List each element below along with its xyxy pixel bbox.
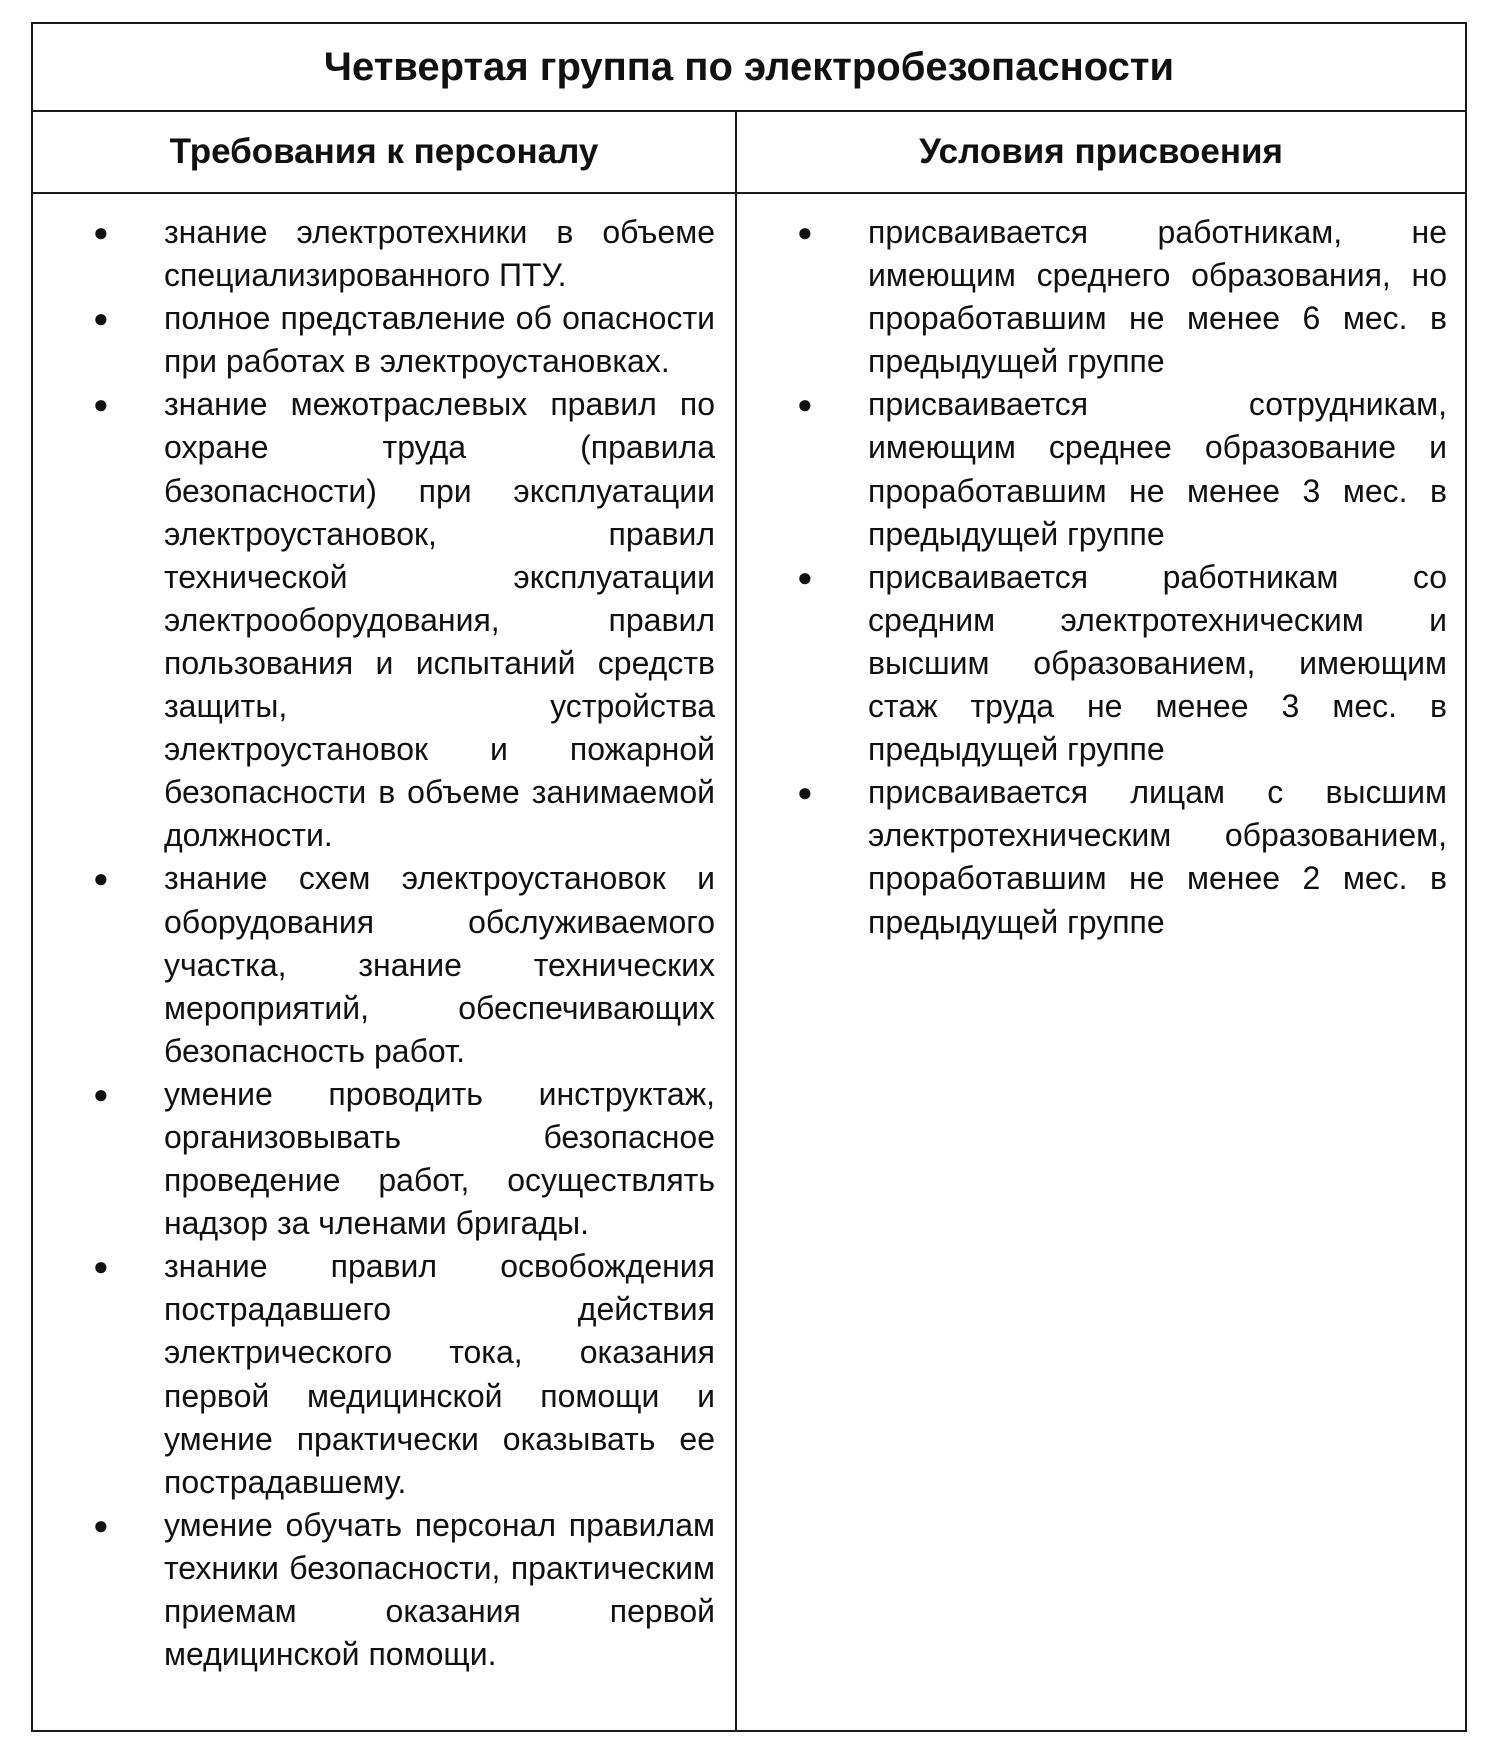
- table-header-row: [33, 112, 1465, 194]
- bullet-icon: ●: [93, 217, 109, 247]
- conditions-cell: [737, 194, 1465, 1730]
- requirement-item: [93, 1504, 715, 1676]
- requirement-text: умение проводить инструктаж, организовывать безопасное проведение работ, осуществлять надзор за членами бригады.: [164, 1075, 715, 1242]
- condition-text: присваивается сотрудникам, имеющим среднее образование и проработавшим не менее 3 мес. в предыдущей группе: [868, 386, 1447, 552]
- requirement-item: [93, 211, 715, 297]
- requirement-text: полное представление об опасности при работах в электроустановках.: [164, 300, 715, 380]
- bullet-icon: ●: [93, 1078, 109, 1109]
- bullet-icon: ●: [93, 1251, 109, 1282]
- requirement-text: знание межотраслевых правил по охране труда (правила безопасности) при эксплуатации электроустановок, правил технической эксплуатации электрооборудования, правил пользования и испытаний средств защиты, устройства электроустановок и пожарной безопасности в объеме занимаемой должности.: [164, 386, 715, 854]
- requirements-list: [93, 211, 715, 1676]
- condition-item: [797, 211, 1447, 383]
- requirement-text: знание правил освобождения пострадавшего действия электрического тока, оказания первой медицинской помощи и умение практически оказывать ее пострадавшему.: [164, 1248, 715, 1500]
- condition-text: присваивается лицам с высшим электротехническим образованием, проработавшим не менее 2 мес. в предыдущей группе: [868, 774, 1447, 940]
- bullet-icon: ●: [93, 303, 109, 334]
- requirement-text: знание схем электроустановок и оборудования обслуживаемого участка, знание технических мероприятий, обеспечивающих безопасность работ.: [164, 860, 715, 1069]
- bullet-icon: ●: [93, 1509, 109, 1540]
- bullet-icon: ●: [797, 561, 813, 592]
- condition-text: присваивается работникам, не имеющим среднего образования, но проработавшим не менее 6 мес. в предыдущей группе: [868, 214, 1447, 380]
- condition-text: присваивается работникам со средним электротехническим и высшим образованием, имеющим стаж труда не менее 3 мес. в предыдущей группе: [868, 558, 1447, 768]
- requirement-item: [93, 383, 715, 857]
- table-body-row: [33, 194, 1465, 1730]
- condition-item: [797, 771, 1447, 943]
- requirement-item: [93, 1073, 715, 1245]
- bullet-icon: ●: [797, 217, 813, 247]
- requirement-text: умение обучать персонал правилам техники безопасности, практическим приемам оказания первой медицинской помощи.: [164, 1506, 715, 1673]
- condition-item: [797, 383, 1447, 555]
- requirements-cell: [33, 194, 737, 1730]
- table-title: Четвертая группа по электробезопасности: [33, 24, 1465, 112]
- bullet-icon: ●: [797, 389, 813, 420]
- column-header-conditions: Условия присвоения: [919, 132, 1283, 171]
- bullet-icon: ●: [93, 863, 109, 894]
- condition-item: [797, 556, 1447, 771]
- requirement-text: знание электротехники в объеме специализированного ПТУ.: [164, 214, 715, 294]
- requirement-item: [93, 857, 715, 1072]
- column-header-requirements: Требования к персоналу: [33, 112, 737, 192]
- bullet-icon: ●: [797, 777, 813, 808]
- requirement-item: [93, 1245, 715, 1504]
- requirement-item: [93, 297, 715, 383]
- table-frame: [31, 22, 1467, 1732]
- conditions-list: [797, 211, 1447, 944]
- bullet-icon: ●: [93, 389, 109, 420]
